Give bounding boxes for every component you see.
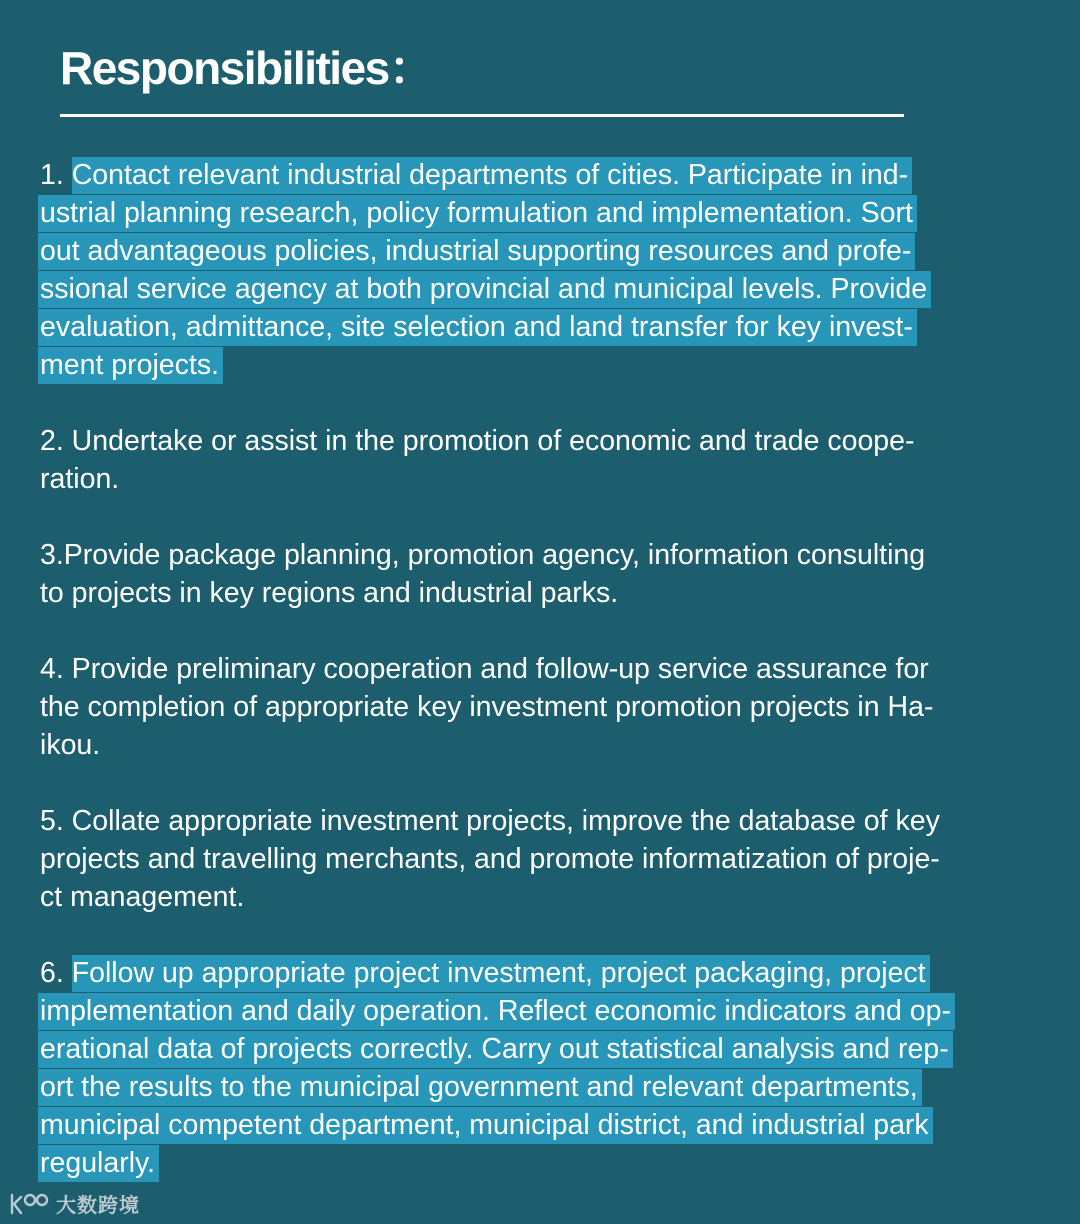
responsibilities-list [40, 156, 1060, 1220]
highlighted-text: out advantageous policies, industrial supporting resources and profe- [38, 233, 915, 270]
highlighted-text: ort the results to the municipal government and relevant departments, [38, 1069, 922, 1106]
responsibility-item [40, 954, 1060, 1182]
highlighted-text: ssional service agency at both provincial and municipal levels. Provide [38, 271, 931, 308]
text-line [40, 650, 1060, 688]
item-number: 1. [40, 159, 72, 191]
title-underline [60, 114, 904, 117]
line-text: ct management. [40, 881, 245, 913]
watermark-text: 大数跨境 [56, 1192, 140, 1217]
text-line [40, 1030, 1060, 1068]
text-line [40, 1068, 1060, 1106]
line-text: ikou. [40, 729, 101, 761]
text-line [40, 232, 1060, 270]
highlighted-text: municipal competent department, municipal district, and industrial park [38, 1107, 933, 1144]
text-line [40, 992, 1060, 1030]
text-line [40, 726, 1060, 764]
text-line [40, 840, 1060, 878]
highlighted-text: regularly. [38, 1145, 159, 1182]
text-line [40, 802, 1060, 840]
responsibility-item [40, 802, 1060, 916]
text-line [40, 1144, 1060, 1182]
text-line [40, 460, 1060, 498]
item-number: 6. [40, 957, 72, 989]
highlighted-text: Follow up appropriate project investment, project packaging, project [72, 955, 930, 992]
text-line [40, 346, 1060, 384]
text-line [40, 1106, 1060, 1144]
page-title: Responsibilities： [60, 42, 434, 94]
highlighted-text: evaluation, admittance, site selection and land transfer for key invest- [38, 309, 917, 346]
highlighted-text: Contact relevant industrial departments of cities. Participate in ind- [72, 157, 912, 194]
line-text: 4. Provide preliminary cooperation and follow-up service assurance for [40, 653, 929, 685]
text-line [40, 194, 1060, 232]
responsibility-item [40, 650, 1060, 764]
text-line [40, 878, 1060, 916]
watermark [8, 1188, 140, 1218]
line-text: 2. Undertake or assist in the promotion of economic and trade coope- [40, 425, 915, 457]
line-text: to projects in key regions and industrial parks. [40, 577, 619, 609]
line-text: the completion of appropriate key investment promotion projects in Ha- [40, 691, 934, 723]
text-line [40, 156, 1060, 194]
line-text: 3.Provide package planning, promotion agency, information consulting [40, 539, 926, 571]
line-text: projects and travelling merchants, and promote informatization of proje- [40, 843, 940, 875]
text-line [40, 270, 1060, 308]
highlighted-text: ustrial planning research, policy formulation and implementation. Sort [38, 195, 917, 232]
highlighted-text: erational data of projects correctly. Carry out statistical analysis and rep- [38, 1031, 953, 1068]
text-line [40, 574, 1060, 612]
responsibility-item [40, 156, 1060, 384]
text-line [40, 688, 1060, 726]
text-line [40, 536, 1060, 574]
text-line [40, 308, 1060, 346]
line-text: ration. [40, 463, 120, 495]
responsibility-item [40, 536, 1060, 612]
highlighted-text: ment projects. [38, 347, 223, 384]
text-line [40, 954, 1060, 992]
text-line [40, 422, 1060, 460]
responsibility-item [40, 422, 1060, 498]
line-text: 5. Collate appropriate investment projects, improve the database of key [40, 805, 940, 837]
highlighted-text: implementation and daily operation. Reflect economic indicators and op- [38, 993, 955, 1030]
k100-logo-icon [8, 1189, 52, 1217]
